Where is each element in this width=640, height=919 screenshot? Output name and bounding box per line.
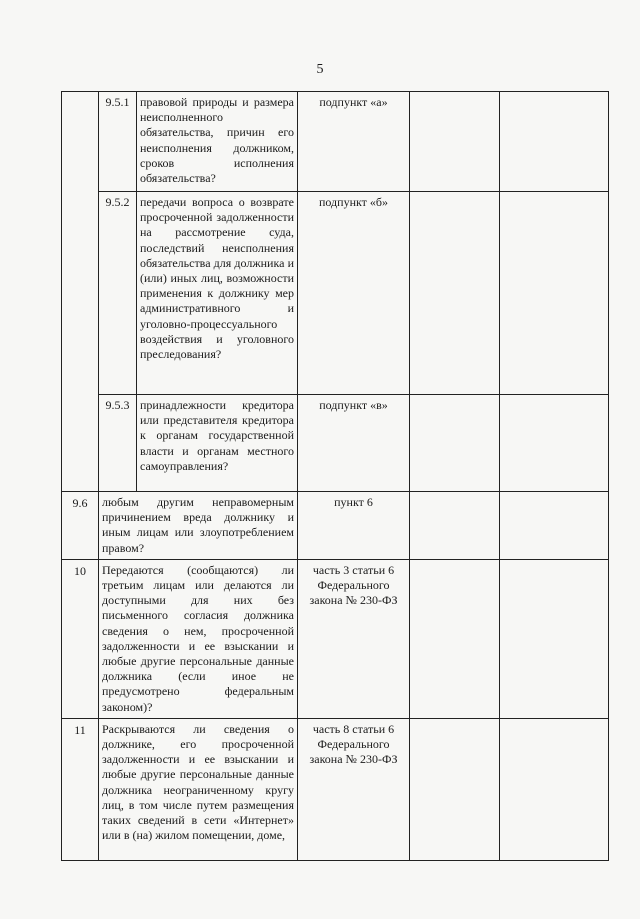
legal-reference: часть 3 статьи 6 Федерального закона № 230-ФЗ	[298, 559, 410, 718]
item-number: 11	[62, 718, 99, 860]
note-cell	[500, 559, 609, 718]
table-row	[62, 559, 609, 718]
item-number-cell	[62, 92, 99, 492]
item-number: 9.6	[62, 492, 99, 560]
legal-reference: подпункт «а»	[298, 92, 410, 192]
answer-cell	[410, 718, 500, 860]
answer-cell	[410, 559, 500, 718]
answer-cell	[410, 492, 500, 560]
sub-item-number: 9.5.1	[99, 92, 137, 192]
note-cell	[500, 92, 609, 192]
legal-reference: часть 8 статьи 6 Федерального закона № 230-ФЗ	[298, 718, 410, 860]
checklist-table	[61, 91, 609, 861]
legal-reference: подпункт «б»	[298, 192, 410, 395]
question-text: правовой природы и размера неисполненного обязательства, причин его неисполнения должником, сроков исполнения обязательства?	[137, 92, 298, 192]
note-cell	[500, 718, 609, 860]
sub-item-number: 9.5.2	[99, 192, 137, 395]
question-text: любым другим неправомерным причинением вреда должнику и иным лицам или злоупотреблением правом?	[99, 492, 298, 560]
note-cell	[500, 395, 609, 492]
legal-reference: пункт 6	[298, 492, 410, 560]
answer-cell	[410, 92, 500, 192]
question-text: Передаются (сообщаются) ли третьим лицам или делаются ли доступными для них без письменного согласия должника сведения о нем, просроченной задолженности и ее взыскании и любые другие персональные данные должника (если иное не предусмотрено федеральным законом)?	[99, 559, 298, 718]
answer-cell	[410, 192, 500, 395]
table-row	[62, 92, 609, 192]
question-text: Раскрываются ли сведения о должнике, его просроченной задолженности и ее взыскании и любые другие персональные данные должника неограниченному кругу лиц, в том числе путем размещения таких сведений в сети «Интернет» или в (на) жилом помещении, доме,	[99, 718, 298, 860]
table-row	[62, 192, 609, 395]
note-cell	[500, 492, 609, 560]
question-text: принадлежности кредитора или представителя кредитора к органам государственной власти и органам местного самоуправления?	[137, 395, 298, 492]
table-row	[62, 395, 609, 492]
answer-cell	[410, 395, 500, 492]
table-row	[62, 718, 609, 860]
question-text: передачи вопроса о возврате просроченной задолженности на рассмотрение суда, последствий неисполнения обязательства для должника и (или) иных лиц, возможности применения к должнику мер административного и уголовно-процессуального воздействия и уголовного преследования?	[137, 192, 298, 395]
page-number: 5	[316, 62, 324, 77]
table-row	[62, 492, 609, 560]
item-number: 10	[62, 559, 99, 718]
legal-reference: подпункт «в»	[298, 395, 410, 492]
sub-item-number: 9.5.3	[99, 395, 137, 492]
note-cell	[500, 192, 609, 395]
